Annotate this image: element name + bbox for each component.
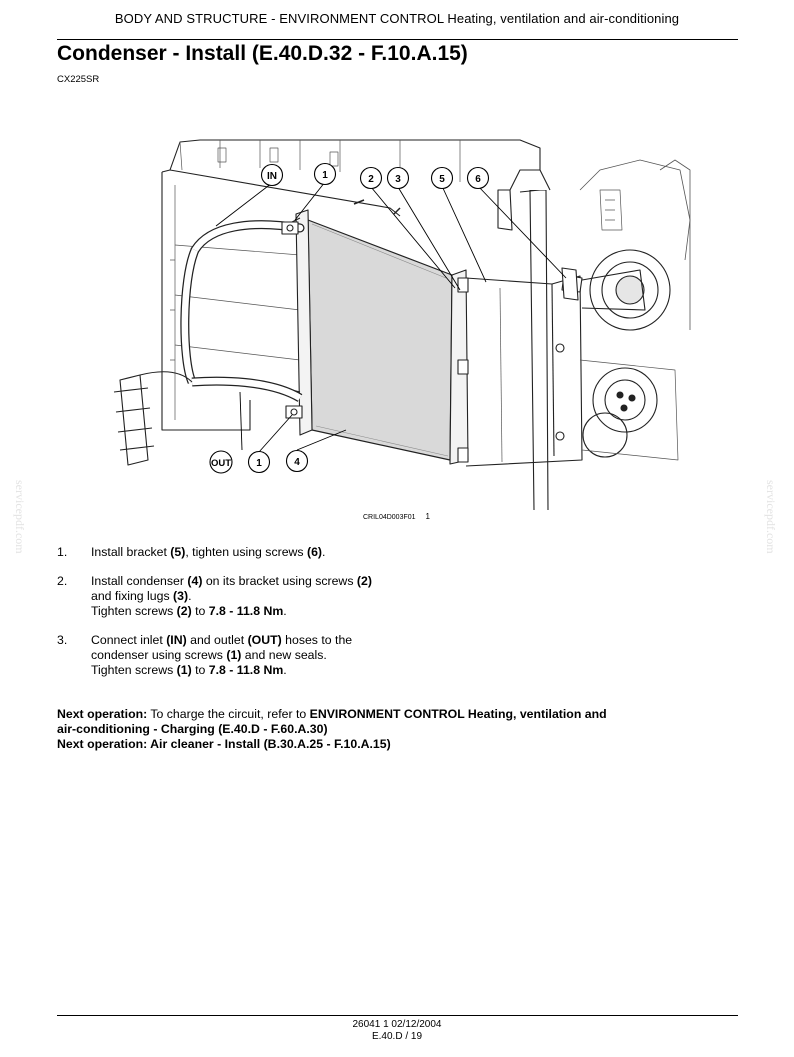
text-run: . xyxy=(283,663,287,677)
procedure-step xyxy=(57,633,697,678)
callout-out: OUT xyxy=(210,458,232,469)
running-header: BODY AND STRUCTURE - ENVIRONMENT CONTROL Heating, ventilation and air-conditioning xyxy=(114,11,680,26)
bold-run: Next operation: xyxy=(57,707,148,721)
text-line xyxy=(91,545,697,560)
text-line xyxy=(91,633,697,648)
page-title: Condenser - Install (E.40.D.32 - F.10.A.15) xyxy=(57,42,468,65)
text-line xyxy=(91,648,697,663)
header-divider xyxy=(57,39,738,40)
bold-run: ENVIRONMENT CONTROL Heating, ventilation and xyxy=(309,707,607,721)
condenser-illustration xyxy=(100,130,694,512)
bold-run: (6) xyxy=(307,545,323,559)
text-run: on its bracket using screws xyxy=(202,574,357,588)
bold-run: (OUT) xyxy=(247,633,282,647)
callout-1-top: 1 xyxy=(322,170,328,181)
procedure-step xyxy=(57,574,697,619)
bold-run: (5) xyxy=(170,545,186,559)
text-run: and fixing lugs xyxy=(91,589,174,603)
callout-1-bottom: 1 xyxy=(256,458,262,469)
bold-run: air-conditioning - Charging (E.40.D - F.60.A.30) xyxy=(57,722,328,736)
bold-run: 7.8 - 11.8 Nm xyxy=(208,663,284,677)
text-line xyxy=(91,604,697,619)
callout-5: 5 xyxy=(439,174,445,185)
procedure-steps xyxy=(57,545,697,692)
text-line xyxy=(91,574,697,589)
text-run: condenser using screws xyxy=(91,648,227,662)
callout-4: 4 xyxy=(294,457,300,468)
figure-caption xyxy=(363,512,430,521)
bold-run: (3) xyxy=(173,589,189,603)
text-run: Install condenser xyxy=(91,574,188,588)
text-run: to xyxy=(191,663,209,677)
text-run: To charge the circuit, refer to xyxy=(147,707,310,721)
text-run: Connect inlet xyxy=(91,633,167,647)
text-run: . xyxy=(283,604,287,618)
bold-run: (1) xyxy=(226,648,242,662)
text-run: and new seals. xyxy=(241,648,327,662)
bold-run: (1) xyxy=(176,663,192,677)
text-run: , tighten using screws xyxy=(185,545,307,559)
step-number: 1. xyxy=(57,545,68,559)
watermark-right: servicepdf.com xyxy=(764,480,778,554)
text-line xyxy=(57,707,697,722)
bold-run: (2) xyxy=(356,574,372,588)
bold-run: Next operation: Air cleaner - Install (B.30.A.25 - F.10.A.15) xyxy=(57,737,391,751)
step-number: 2. xyxy=(57,574,68,588)
callout-2: 2 xyxy=(368,174,374,185)
text-run: Install bracket xyxy=(91,545,171,559)
callout-6: 6 xyxy=(475,174,481,185)
figure-code: CRIL04D003F01 xyxy=(363,514,416,521)
procedure-step xyxy=(57,545,697,560)
text-run: . xyxy=(188,589,192,603)
text-run: to xyxy=(191,604,209,618)
figure-number: 1 xyxy=(425,512,430,521)
bold-run: 7.8 - 11.8 Nm xyxy=(208,604,284,618)
footer-divider xyxy=(57,1015,738,1016)
watermark-left: servicepdf.com xyxy=(13,480,27,554)
step-number: 3. xyxy=(57,633,68,647)
text-line xyxy=(91,663,697,678)
text-line xyxy=(57,722,697,737)
machine-model: CX225SR xyxy=(57,74,100,85)
bold-run: (IN) xyxy=(166,633,187,647)
text-run: and outlet xyxy=(186,633,248,647)
callout-in: IN xyxy=(267,171,277,182)
next-operations xyxy=(57,707,697,752)
bold-run: (2) xyxy=(176,604,192,618)
text-run: hoses to the xyxy=(281,633,353,647)
condenser-drawing xyxy=(100,130,694,512)
footer-doc-ref: 26041 1 02/12/2004 xyxy=(352,1019,442,1030)
text-run: . xyxy=(322,545,326,559)
text-run: Tighten screws xyxy=(91,604,177,618)
callout-3: 3 xyxy=(395,174,401,185)
text-run: Tighten screws xyxy=(91,663,177,677)
footer-page-ref: E.40.D / 19 xyxy=(371,1031,423,1042)
bold-run: (4) xyxy=(187,574,203,588)
text-line xyxy=(91,589,697,604)
text-line xyxy=(57,737,697,752)
